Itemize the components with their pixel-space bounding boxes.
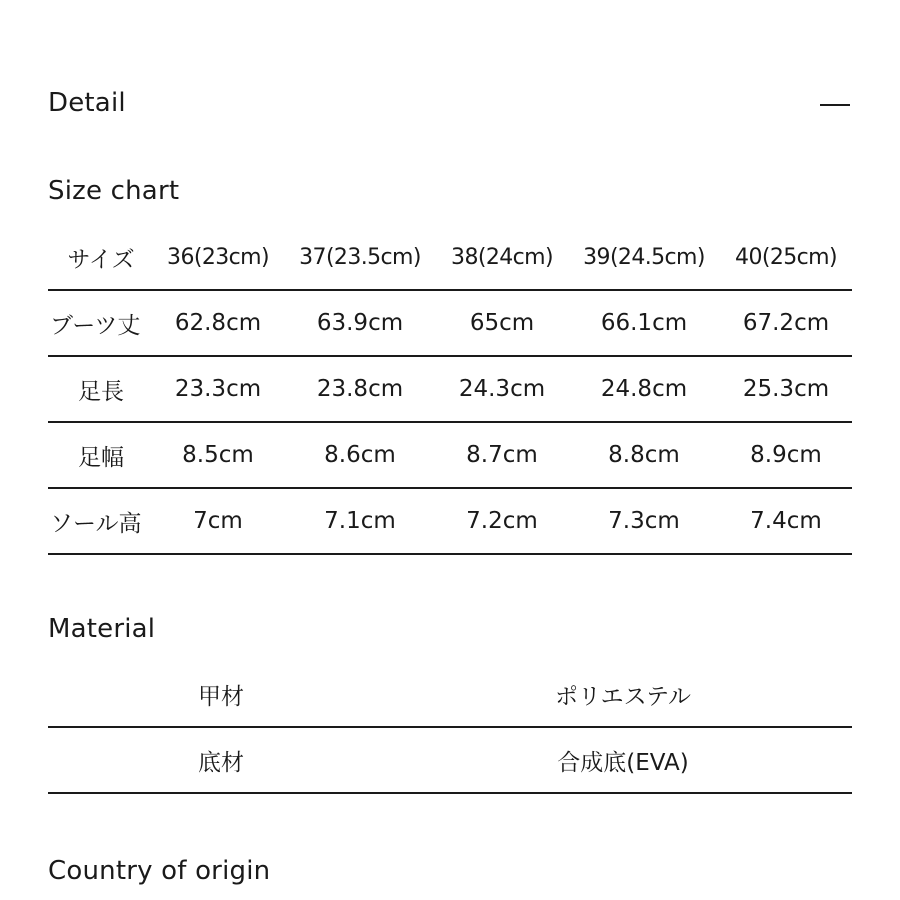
table-cell: 24.3cm [436, 356, 568, 422]
table-cell: 7.3cm [568, 488, 720, 554]
table-row [48, 422, 852, 488]
material-value: ポリエステル [394, 662, 852, 727]
table-cell: 7.1cm [284, 488, 436, 554]
size-chart-title: Size chart [48, 176, 180, 206]
table-cell: 23.3cm [152, 356, 284, 422]
material-value: 合成底(EVA) [394, 727, 852, 793]
row-label: ブーツ丈 [48, 290, 152, 356]
size-header-label: サイズ [67, 246, 135, 273]
table-cell: 63.9cm [284, 290, 436, 356]
table-row [48, 662, 852, 727]
table-row [48, 356, 852, 422]
table-cell: 25.3cm [720, 356, 852, 422]
table-cell: 66.1cm [568, 290, 720, 356]
material-title: Material [48, 614, 156, 644]
country-of-origin-title: Country of origin [48, 856, 271, 886]
table-cell: 8.9cm [720, 422, 852, 488]
material-table [48, 662, 852, 794]
table-cell: 62.8cm [152, 290, 284, 356]
size-header-row [48, 225, 852, 290]
size-header-cell: 40(25cm) [735, 244, 837, 270]
size-header-cell: 39(24.5cm) [583, 244, 705, 270]
table-cell: 24.8cm [568, 356, 720, 422]
size-header-cell: 38(24cm) [451, 244, 553, 270]
minus-icon [820, 104, 850, 106]
table-cell: 7.4cm [720, 488, 852, 554]
table-cell: 23.8cm [284, 356, 436, 422]
row-label: 足長 [48, 356, 152, 422]
table-cell: 8.6cm [284, 422, 436, 488]
detail-title: Detail [48, 88, 126, 118]
size-header-cell: 36(23cm) [167, 244, 269, 270]
table-cell: 7cm [152, 488, 284, 554]
table-cell: 67.2cm [720, 290, 852, 356]
collapse-button[interactable] [812, 88, 852, 122]
material-label: 底材 [48, 727, 394, 793]
size-chart-table [48, 225, 852, 555]
row-label: 足幅 [48, 422, 152, 488]
table-row [48, 488, 852, 554]
table-row [48, 290, 852, 356]
size-header-cell: 37(23.5cm) [299, 244, 421, 270]
table-cell: 65cm [436, 290, 568, 356]
table-cell: 8.5cm [152, 422, 284, 488]
table-cell: 7.2cm [436, 488, 568, 554]
table-cell: 8.7cm [436, 422, 568, 488]
material-label: 甲材 [48, 662, 394, 727]
detail-header[interactable] [48, 88, 852, 122]
table-cell: 8.8cm [568, 422, 720, 488]
table-row [48, 727, 852, 793]
row-label: ソール高 [48, 488, 152, 554]
